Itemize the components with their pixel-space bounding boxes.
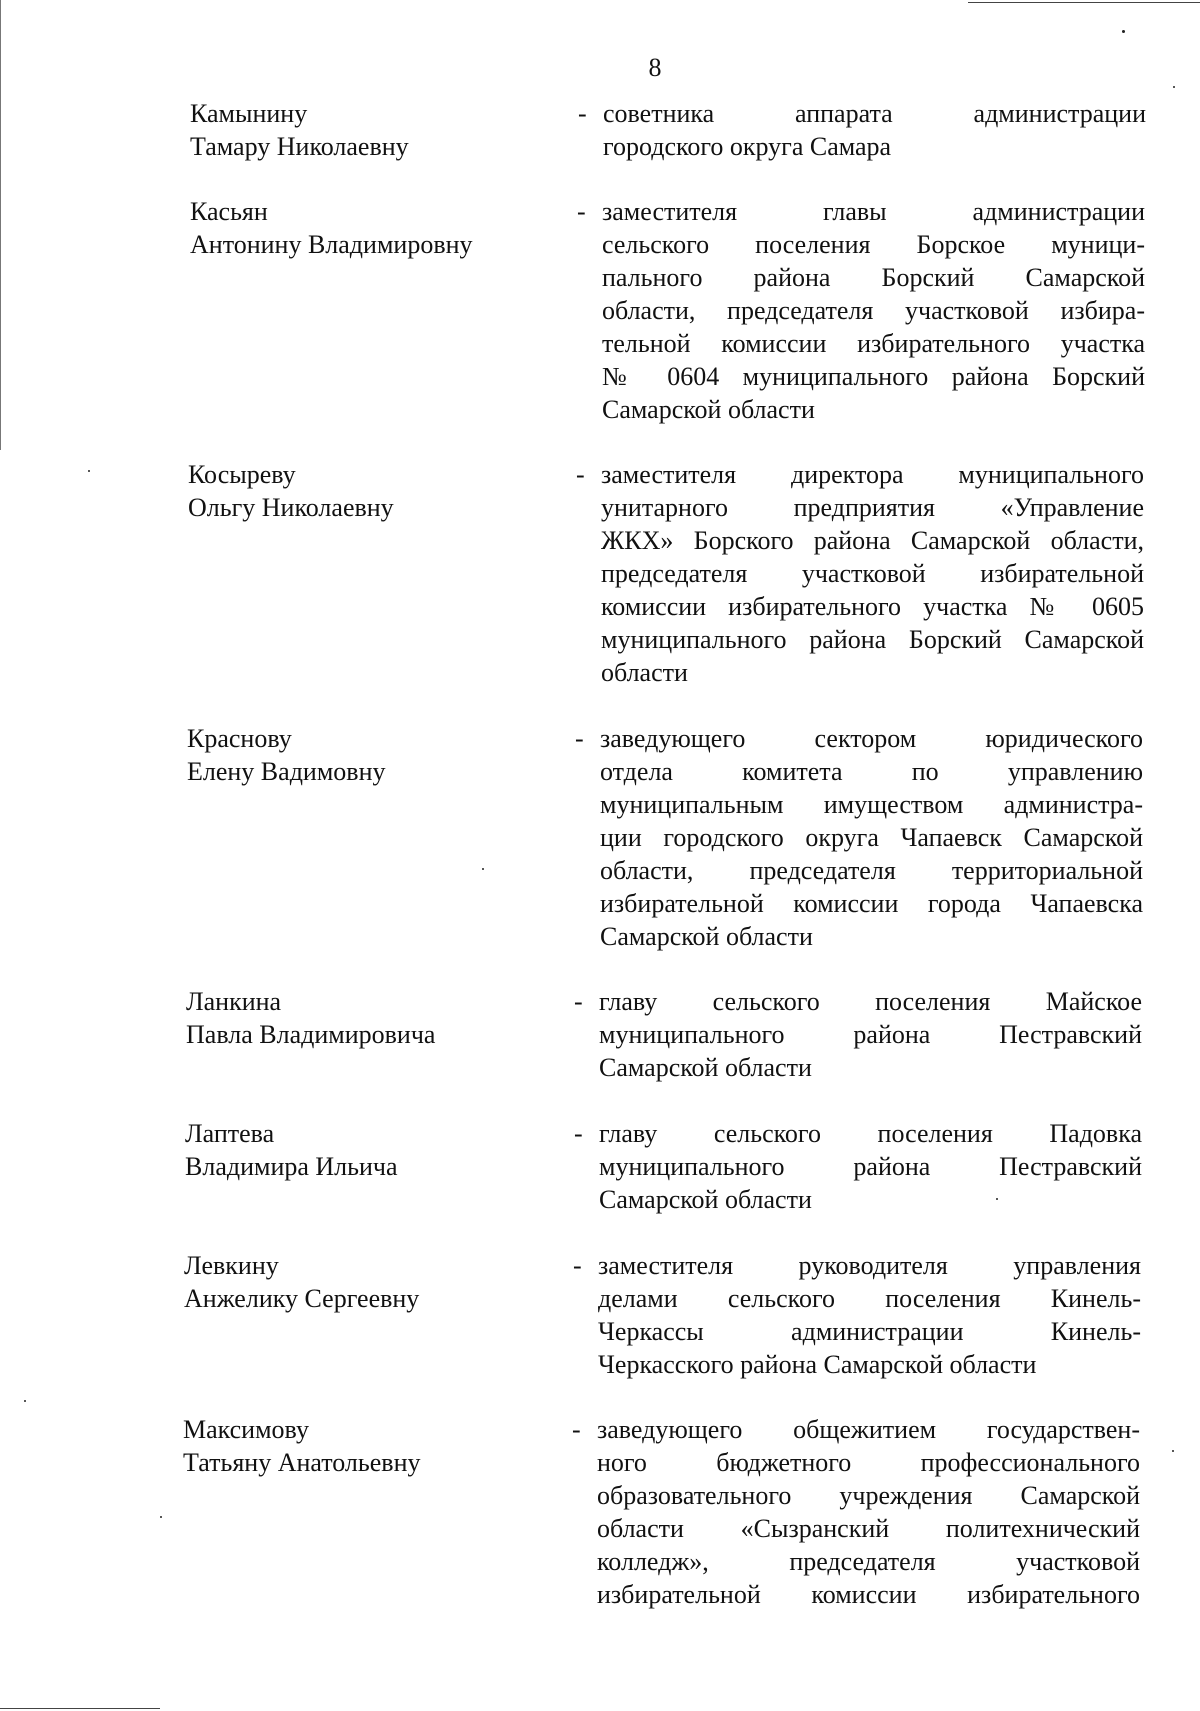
scan-speck <box>482 868 484 870</box>
name-line: Антонину Владимировну <box>190 230 473 259</box>
name-line: Лаптева <box>185 1119 275 1148</box>
position-line: муниципальным имуществом администра- <box>600 790 1143 819</box>
position-line: области, председателя участковой избира- <box>602 296 1145 325</box>
name-line: Татьяну Анатольевну <box>183 1448 421 1477</box>
scan-edge-line-top <box>968 2 1200 3</box>
scan-edge-line-bottom <box>0 1708 160 1709</box>
position-line: унитарного предприятия «Управление <box>601 493 1144 522</box>
position-line: Самарской области <box>600 922 813 951</box>
position-line: области <box>601 658 688 687</box>
scan-speck <box>1172 1450 1174 1452</box>
appointee-name <box>184 1249 419 1315</box>
position-line: тельной комиссии избирательного участка <box>602 329 1145 358</box>
position-line: ЖКХ» Борского района Самарской области, <box>601 526 1144 555</box>
dash: - <box>573 1251 582 1280</box>
position-line: советника аппарата администрации <box>603 99 1146 128</box>
position-line: заместителя директора муниципального <box>601 460 1144 489</box>
position-line: заведующего сектором юридического <box>600 724 1143 753</box>
position-line: области «Сызранский политехнический <box>597 1514 1140 1543</box>
position-line: комиссии избирательного участка № 0605 <box>601 592 1144 621</box>
position-line: образовательного учреждения Самарской <box>597 1481 1140 1510</box>
appointee-name <box>183 1413 421 1479</box>
name-line: Краснову <box>187 724 292 753</box>
position-line: избирательной комиссии избирательного <box>597 1580 1140 1609</box>
position-line: ного бюджетного профессионального <box>597 1448 1140 1477</box>
name-line: Касьян <box>190 197 268 226</box>
scan-speck <box>1173 86 1175 88</box>
name-line: Косыреву <box>188 460 296 489</box>
appointee-position <box>602 195 1145 426</box>
position-line: муниципального района Борский Самарской <box>601 625 1144 654</box>
position-line: области, председателя территориальной <box>600 856 1143 885</box>
position-line: председателя участковой избирательной <box>601 559 1144 588</box>
appointee-name <box>190 97 409 163</box>
appointee-position <box>599 985 1142 1084</box>
position-line: пального района Борский Самарской <box>602 263 1145 292</box>
appointee-position <box>601 458 1144 689</box>
position-line: муниципального района Пестравский <box>599 1152 1142 1181</box>
scan-speck <box>88 470 90 472</box>
name-line: Ланкина <box>186 987 282 1016</box>
name-line: Левкину <box>184 1251 279 1280</box>
appointee-position <box>603 97 1146 163</box>
position-line: главу сельского поселения Падовка <box>599 1119 1142 1148</box>
dash: - <box>574 987 583 1016</box>
name-line: Тамару Николаевну <box>190 132 409 161</box>
scan-speck <box>1122 30 1125 33</box>
position-line: заведующего общежитием государствен- <box>597 1415 1140 1444</box>
position-line: № 0604 муниципального района Борский <box>602 362 1145 391</box>
position-line: Самарской области <box>599 1053 812 1082</box>
name-line: Владимира Ильича <box>185 1152 398 1181</box>
position-line: Самарской области <box>599 1185 812 1214</box>
position-line: сельского поселения Борское муници- <box>602 230 1145 259</box>
dash: - <box>574 1119 583 1148</box>
appointee-name <box>186 985 435 1051</box>
position-line: заместителя руководителя управления <box>598 1251 1141 1280</box>
name-line: Анжелику Сергеевну <box>184 1284 420 1313</box>
appointee-position <box>599 1117 1142 1216</box>
appointee-name <box>187 722 385 788</box>
position-line: отдела комитета по управлению <box>600 757 1143 786</box>
name-line: Максимову <box>183 1415 309 1444</box>
scan-speck <box>160 1516 162 1518</box>
position-line: Самарской области <box>602 395 815 424</box>
appointee-position <box>598 1249 1141 1381</box>
position-line: муниципального района Пестравский <box>599 1020 1142 1049</box>
name-line: Павла Владимировича <box>186 1020 436 1049</box>
name-line: Камынину <box>190 99 308 128</box>
scan-speck <box>24 1400 26 1402</box>
dash: - <box>575 724 584 753</box>
position-line: ции городского округа Чапаевск Самарской <box>600 823 1143 852</box>
position-line: делами сельского поселения Кинель- <box>598 1284 1141 1313</box>
appointee-position <box>600 722 1143 953</box>
appointee-name <box>190 195 473 261</box>
appointee-name <box>185 1117 398 1183</box>
page-number: 8 <box>648 53 662 82</box>
appointee-name <box>188 458 394 524</box>
position-line: Черкассы администрации Кинель- <box>598 1317 1141 1346</box>
position-line: избирательной комиссии города Чапаевска <box>600 889 1143 918</box>
dash: - <box>577 197 586 226</box>
position-line: заместителя главы администрации <box>602 197 1145 226</box>
position-line: городского округа Самара <box>603 132 892 161</box>
dash: - <box>576 460 585 489</box>
position-line: главу сельского поселения Майское <box>599 987 1142 1016</box>
name-line: Ольгу Николаевну <box>188 493 394 522</box>
appointee-position <box>597 1413 1140 1611</box>
dash: - <box>572 1415 581 1444</box>
name-line: Елену Вадимовну <box>187 757 386 786</box>
position-line: Черкасского района Самарской области <box>598 1350 1037 1379</box>
dash: - <box>578 99 587 128</box>
position-line: колледж», председателя участковой <box>597 1547 1140 1576</box>
